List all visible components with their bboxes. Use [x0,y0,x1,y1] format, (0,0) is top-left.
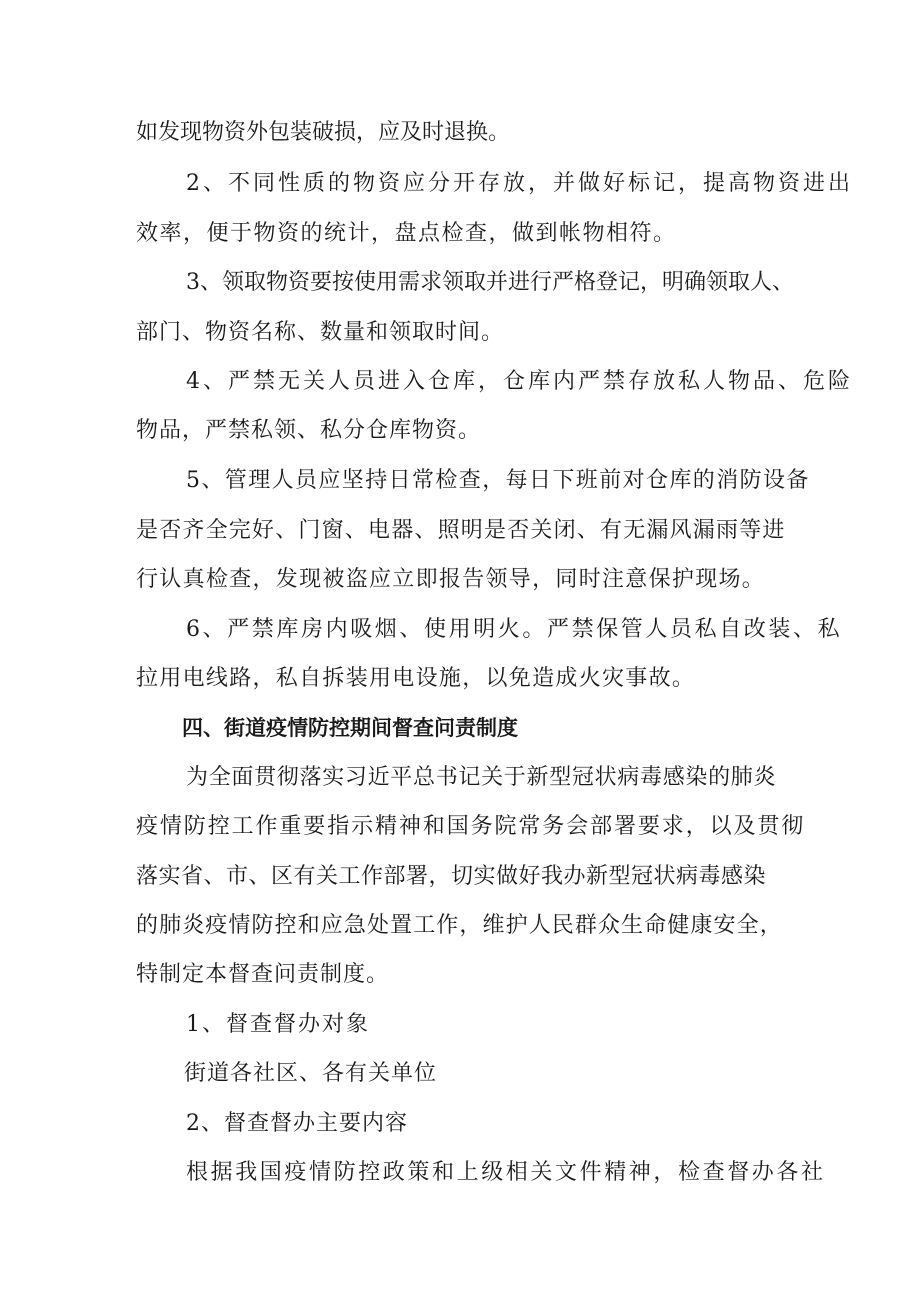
body-text-line: 根据我国疫情防控政策和上级相关文件精神，检查督办各社 [186,1160,826,1185]
body-text-line: 4、严禁无关人员进入仓库，仓库内严禁存放私人物品、危险 [186,369,853,394]
body-text-line: 为全面贯彻落实习近平总书记关于新型冠状病毒感染的肺炎 [186,765,777,790]
body-text-line: 部门、物资名称、数量和领取时间。 [136,320,505,345]
body-text-line: 2、不同性质的物资应分开存放，并做好标记，提高物资进出 [186,171,853,196]
body-text-line: 5、管理人员应坚持日常检查，每日下班前对仓库的消防设备 [186,468,810,493]
body-text-line: 效率，便于物资的统计，盘点检查，做到帐物相符。 [136,221,677,246]
body-text-line: 物品，严禁私领、私分仓库物资。 [136,418,482,443]
body-text-line: 的肺炎疫情防控和应急处置工作，维护人民群众生命健康安全， [136,913,783,938]
body-text-line: 特制定本督查问责制度。 [136,962,390,987]
body-text-line: 6、严禁库房内吸烟、使用明火。严禁保管人员私自改装、私 [186,617,843,642]
body-text-line: 3、领取物资要按使用需求领取并进行严格登记，明确领取人、 [186,270,794,295]
body-text-line: 如发现物资外包装破损，应及时退换。 [136,120,511,145]
body-text-line: 是否齐全完好、门窗、电器、照明是否关闭、有无漏风漏雨等进 [136,518,786,543]
body-text-line: 疫情防控工作重要指示精神和国务院常务会部署要求，以及贯彻 [136,814,806,839]
body-text-line: 2、督查督办主要内容 [186,1111,408,1136]
body-text-line: 落实省、市、区有关工作部署，切实做好我办新型冠状病毒感染 [136,864,767,889]
body-text-line: 拉用电线路，私自拆装用电设施，以免造成火灾事故。 [136,666,696,691]
body-text-line: 行认真检查，发现被盗应立即报告领导，同时注意保护现场。 [136,567,766,592]
body-text-line: 街道各社区、各有关单位 [184,1061,438,1086]
section-heading: 四、街道疫情防控期间督查问责制度 [182,716,518,740]
body-text-line: 1、督查督办对象 [186,1012,370,1037]
